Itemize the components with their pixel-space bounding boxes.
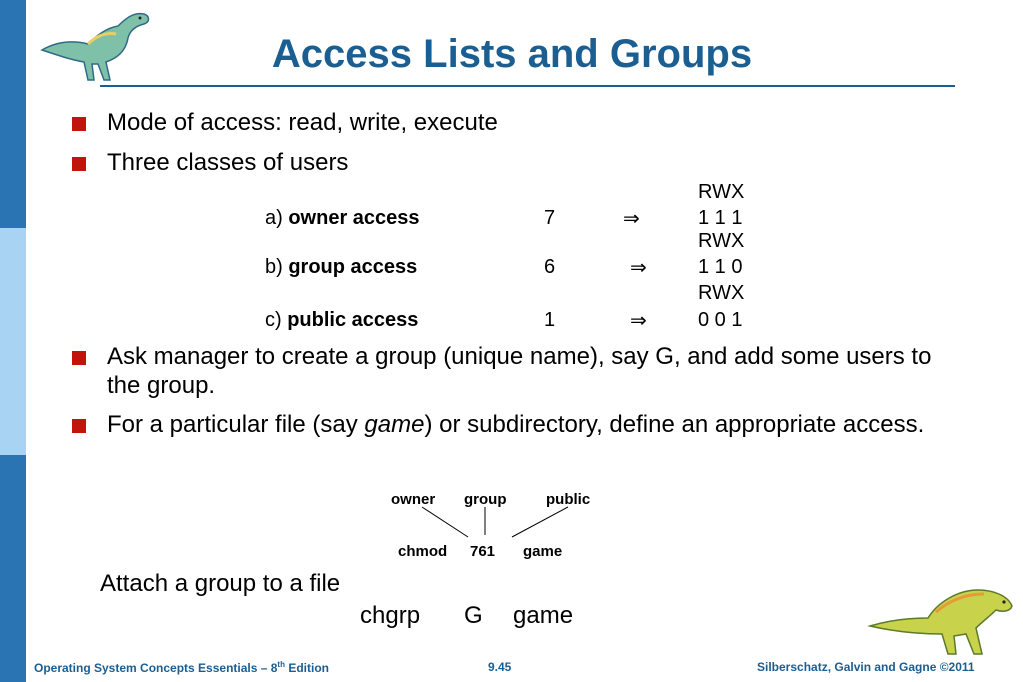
row-bits: 0 0 1 xyxy=(698,309,743,331)
row-value: 7 xyxy=(544,207,556,229)
page-title: Access Lists and Groups xyxy=(271,32,753,76)
row-prefix: c) xyxy=(265,309,288,331)
italic-filename: game xyxy=(364,411,425,438)
dinosaur-illustration-icon xyxy=(866,582,1016,658)
attach-group-text: Attach a group to a file xyxy=(100,570,341,597)
row-bits: 1 1 0 xyxy=(698,256,743,278)
bullet-square-icon xyxy=(72,117,86,131)
row-prefix: a) xyxy=(265,207,289,229)
implies-arrow-icon: ⇒ xyxy=(630,308,647,332)
footer-text-run: Operating System Concepts Essentials – 8 xyxy=(34,661,278,675)
bullet-square-icon xyxy=(72,157,86,171)
diagram-connector-lines xyxy=(400,505,600,545)
row-name: public access xyxy=(287,309,419,331)
sidebar-segment-bottom xyxy=(0,455,26,682)
footer-text-run: Edition xyxy=(284,661,329,675)
chgrp-file-arg: game xyxy=(513,602,574,629)
bullet-square-icon xyxy=(72,351,86,365)
row-name: owner access xyxy=(288,207,420,229)
bullet-text-modes: Mode of access: read, write, execute xyxy=(107,109,498,136)
diagram-label-mode: 761 xyxy=(470,543,496,560)
footer-book-title xyxy=(34,660,329,675)
bullet-text-file xyxy=(107,410,937,439)
diagram-label-group: group xyxy=(464,491,507,508)
bullet-text-classes: Three classes of users xyxy=(107,149,349,176)
rwx-header: RWX xyxy=(698,282,745,304)
chgrp-command: chgrp xyxy=(360,602,421,629)
footer-superscript: th xyxy=(277,660,285,669)
row-name: group access xyxy=(288,256,418,278)
diagram-label-chmod: chmod xyxy=(398,543,448,560)
implies-arrow-icon: ⇒ xyxy=(630,255,647,279)
rwx-header: RWX xyxy=(698,230,745,252)
diagram-label-public: public xyxy=(546,491,591,508)
row-value: 6 xyxy=(544,256,556,278)
access-row-label xyxy=(265,206,420,230)
title-divider xyxy=(100,85,955,87)
dinosaur-logo-icon xyxy=(36,6,156,86)
rwx-header: RWX xyxy=(698,181,745,203)
text-run: ) or subdirectory, define an appropriate access. xyxy=(424,411,925,438)
left-sidebar-bar xyxy=(0,0,26,682)
sidebar-segment-middle xyxy=(0,228,26,455)
chgrp-group-arg: G xyxy=(464,602,483,629)
footer-page-number: 9.45 xyxy=(488,660,512,674)
row-prefix: b) xyxy=(265,256,289,278)
sidebar-segment-top xyxy=(0,0,26,228)
row-bits: 1 1 1 xyxy=(698,207,743,229)
access-row-label xyxy=(265,308,418,332)
row-value: 1 xyxy=(544,309,556,331)
diagram-label-file: game xyxy=(523,543,563,560)
footer-copyright: Silberschatz, Galvin and Gagne ©2011 xyxy=(757,660,975,674)
access-row-label xyxy=(265,255,417,279)
bullet-text-manager: Ask manager to create a group (unique name), say G, and add some users to the group. xyxy=(107,343,932,399)
bullet-square-icon xyxy=(72,419,86,433)
diagram-label-owner: owner xyxy=(391,491,436,508)
implies-arrow-icon: ⇒ xyxy=(623,206,640,230)
text-run: For a particular file (say xyxy=(107,411,365,438)
